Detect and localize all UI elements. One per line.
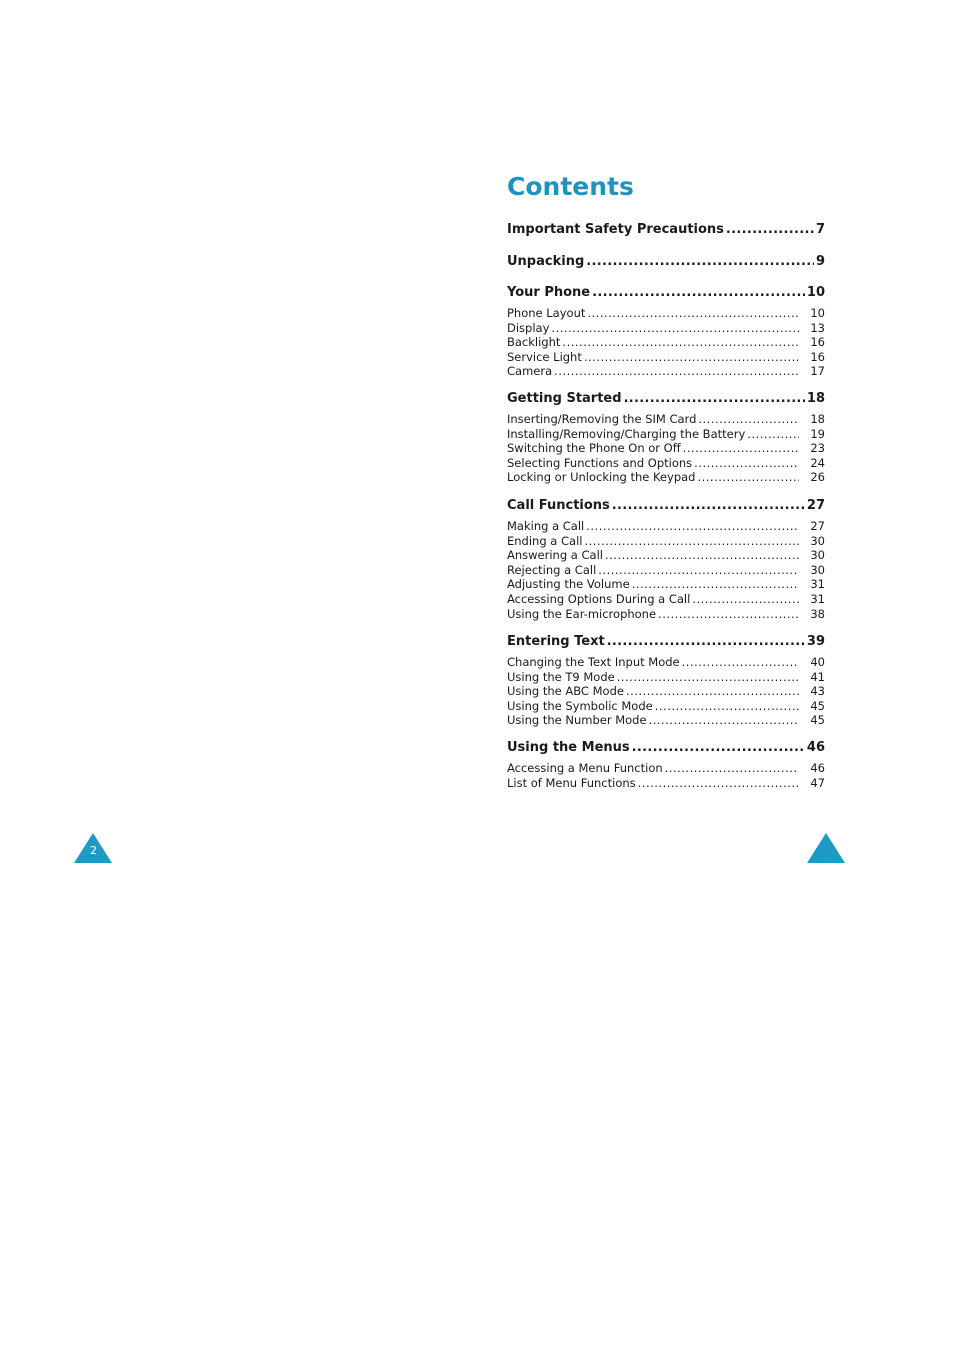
toc-item[interactable] bbox=[507, 470, 825, 485]
toc-section-title: Getting Started bbox=[507, 391, 622, 406]
toc-item[interactable] bbox=[507, 350, 825, 365]
dot-leader bbox=[726, 222, 814, 237]
toc-item-label: Locking or Unlocking the Keypad bbox=[507, 470, 696, 485]
toc-section[interactable] bbox=[507, 222, 825, 240]
toc-section-page: 39 bbox=[806, 634, 825, 649]
toc-item[interactable] bbox=[507, 592, 825, 607]
toc-item-label: Making a Call bbox=[507, 519, 585, 533]
toc-item[interactable] bbox=[507, 364, 825, 379]
toc-item[interactable] bbox=[507, 563, 825, 578]
toc-section-page: 46 bbox=[806, 740, 825, 755]
toc-item-label: Ending a Call bbox=[507, 533, 583, 548]
toc-section-title: Using the Menus bbox=[507, 740, 630, 755]
toc-item[interactable] bbox=[507, 306, 825, 321]
toc-item-label: Switching the Phone On or Off bbox=[507, 441, 681, 456]
toc-item-label: Accessing Options During a Call bbox=[507, 592, 691, 606]
toc-item[interactable] bbox=[507, 441, 825, 456]
toc-section[interactable] bbox=[507, 254, 825, 272]
toc-section-title: Important Safety Precautions bbox=[507, 222, 724, 237]
toc-item[interactable] bbox=[507, 607, 825, 622]
toc-section-page: 27 bbox=[806, 498, 825, 513]
toc-item-page: 30 bbox=[810, 562, 825, 577]
toc-item-page: 43 bbox=[810, 684, 825, 699]
dot-leader bbox=[632, 577, 799, 591]
toc-section-page: 10 bbox=[806, 285, 825, 300]
dot-leader bbox=[554, 364, 799, 378]
toc-item[interactable] bbox=[507, 577, 825, 592]
dot-leader bbox=[624, 391, 805, 406]
toc-item-page: 16 bbox=[810, 349, 825, 364]
toc-section-title: Unpacking bbox=[507, 254, 585, 269]
toc-item-label: Display bbox=[507, 320, 550, 335]
toc-item-page: 45 bbox=[810, 713, 825, 728]
toc-item-label: Inserting/Removing the SIM Card bbox=[507, 412, 697, 426]
toc-item-page: 31 bbox=[810, 592, 825, 606]
toc-item-page: 19 bbox=[810, 426, 825, 441]
toc-item[interactable] bbox=[507, 321, 825, 336]
toc-item-page: 24 bbox=[810, 455, 825, 470]
dot-leader bbox=[692, 592, 799, 606]
toc-item-page: 23 bbox=[810, 441, 825, 456]
toc-item[interactable] bbox=[507, 548, 825, 563]
toc-section[interactable] bbox=[507, 634, 825, 652]
dot-leader bbox=[584, 534, 799, 548]
toc-section-page: 9 bbox=[815, 254, 825, 269]
toc-item[interactable] bbox=[507, 427, 825, 442]
toc-item[interactable] bbox=[507, 670, 825, 685]
toc-item-label: Adjusting the Volume bbox=[507, 577, 630, 592]
toc-item-label: Installing/Removing/Charging the Battery bbox=[507, 426, 746, 441]
dot-leader bbox=[607, 634, 805, 649]
toc-item-label: Answering a Call bbox=[507, 548, 603, 563]
toc-item-page: 17 bbox=[810, 364, 825, 379]
dot-leader bbox=[682, 655, 799, 669]
toc-item[interactable] bbox=[507, 761, 825, 776]
toc-section[interactable] bbox=[507, 285, 825, 303]
dot-leader bbox=[626, 684, 799, 698]
toc-item-page: 31 bbox=[810, 577, 825, 592]
dot-leader bbox=[697, 470, 799, 484]
toc-item-page: 46 bbox=[810, 761, 825, 775]
toc-item-label: Service Light bbox=[507, 349, 582, 364]
dot-leader bbox=[698, 412, 799, 426]
toc-item[interactable] bbox=[507, 456, 825, 471]
dot-leader bbox=[683, 441, 799, 455]
toc-item[interactable] bbox=[507, 699, 825, 714]
toc-section-title: Entering Text bbox=[507, 634, 605, 649]
toc-item-page: 41 bbox=[810, 669, 825, 684]
toc-section-page: 7 bbox=[815, 222, 825, 237]
dot-leader bbox=[598, 563, 799, 577]
page-number: 2 bbox=[90, 844, 97, 857]
toc-item-label: List of Menu Functions bbox=[507, 775, 636, 790]
triangle-right-icon bbox=[807, 833, 845, 863]
toc-item-label: Using the T9 Mode bbox=[507, 669, 615, 684]
toc-item-page: 27 bbox=[810, 519, 825, 533]
toc-item-label: Selecting Functions and Options bbox=[507, 455, 693, 470]
toc-item-page: 26 bbox=[810, 470, 825, 485]
toc-section[interactable] bbox=[507, 391, 825, 409]
dot-leader bbox=[655, 699, 799, 713]
dot-leader bbox=[747, 427, 799, 441]
dot-leader bbox=[658, 607, 799, 621]
toc-item[interactable] bbox=[507, 684, 825, 699]
dot-leader bbox=[605, 548, 799, 562]
toc-item-label: Using the Number Mode bbox=[507, 713, 647, 728]
toc-item-label: Changing the Text Input Mode bbox=[507, 655, 680, 669]
dot-leader bbox=[587, 306, 799, 320]
toc-section[interactable] bbox=[507, 740, 825, 758]
dot-leader bbox=[551, 321, 799, 335]
toc-item-page: 18 bbox=[810, 412, 825, 426]
dot-leader bbox=[612, 498, 805, 513]
dot-leader bbox=[562, 335, 799, 349]
toc-item-page: 30 bbox=[810, 533, 825, 548]
dot-leader bbox=[586, 519, 799, 533]
dot-leader bbox=[617, 670, 799, 684]
toc-item[interactable] bbox=[507, 412, 825, 427]
toc-item-label: Rejecting a Call bbox=[507, 562, 597, 577]
toc-item-label: Using the Symbolic Mode bbox=[507, 698, 653, 713]
toc-item-page: 38 bbox=[810, 606, 825, 621]
toc-item-page: 40 bbox=[810, 655, 825, 669]
toc-item[interactable] bbox=[507, 519, 825, 534]
toc-section[interactable] bbox=[507, 498, 825, 516]
toc-item-label: Backlight bbox=[507, 335, 561, 350]
toc-item-label: Camera bbox=[507, 364, 553, 379]
toc-item-page: 30 bbox=[810, 548, 825, 563]
toc-item[interactable] bbox=[507, 713, 825, 728]
toc-item[interactable] bbox=[507, 335, 825, 350]
toc-item-page: 45 bbox=[810, 698, 825, 713]
toc-section-title: Your Phone bbox=[507, 285, 591, 300]
dot-leader bbox=[592, 285, 805, 300]
toc-item[interactable] bbox=[507, 655, 825, 670]
dot-leader bbox=[632, 740, 805, 755]
toc-item-page: 13 bbox=[810, 320, 825, 335]
toc-item-label: Using the ABC Mode bbox=[507, 684, 624, 699]
dot-leader bbox=[638, 776, 799, 790]
toc-section-page: 18 bbox=[806, 391, 825, 406]
toc-item[interactable] bbox=[507, 534, 825, 549]
toc-section-title: Call Functions bbox=[507, 498, 610, 513]
toc-item-page: 47 bbox=[810, 775, 825, 790]
dot-leader bbox=[584, 350, 799, 364]
page-title: Contents bbox=[507, 172, 634, 201]
dot-leader bbox=[586, 254, 814, 269]
toc-item-label: Accessing a Menu Function bbox=[507, 761, 663, 775]
toc-item-label: Using the Ear-microphone bbox=[507, 606, 657, 621]
toc-item-page: 16 bbox=[810, 335, 825, 350]
dot-leader bbox=[665, 761, 799, 775]
toc-item-label: Phone Layout bbox=[507, 306, 586, 320]
dot-leader bbox=[649, 713, 799, 727]
dot-leader bbox=[694, 456, 799, 470]
toc-item[interactable] bbox=[507, 776, 825, 791]
toc-item-page: 10 bbox=[810, 306, 825, 320]
